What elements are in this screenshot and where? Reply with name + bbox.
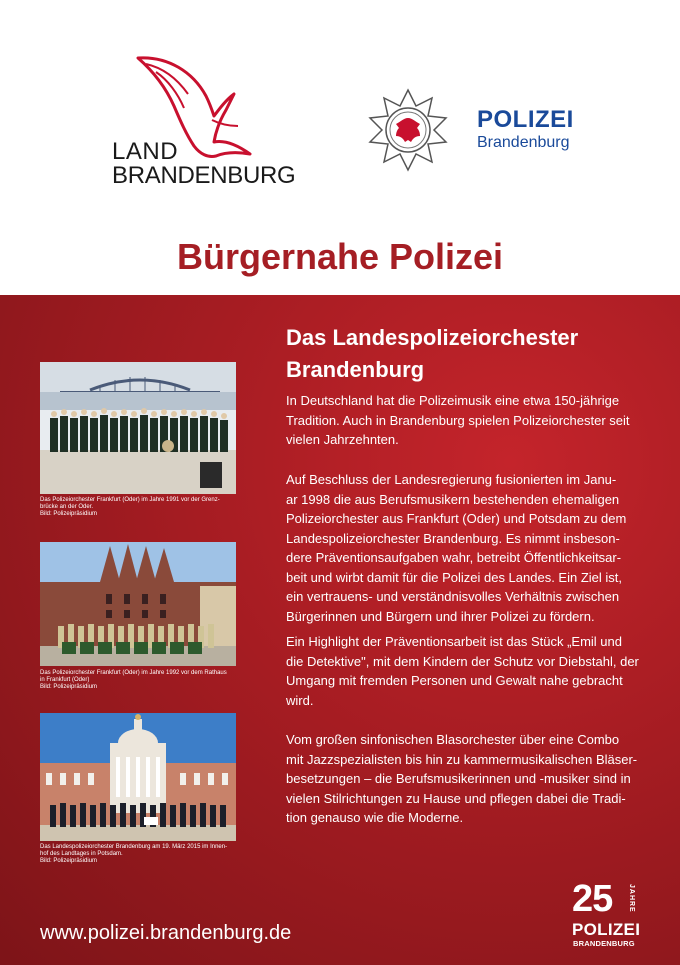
article-headline: Das Landespolizeiorchester Brandenburg [286, 325, 579, 382]
photo-orchestra-2015 [40, 713, 236, 841]
anniversary-badge [570, 880, 650, 950]
main-title: Bürgernahe Polizei [176, 236, 504, 277]
article-paragraph-4: Vom großen sinfonischen Blasorchester über eine Combo mit Jazzspezialisten bis hin zu kammermusikalischen Bläser- besetzungen – die Berufsmusikerinnen und -musiker sind in vielen Stilrichtungen zu Hause und pflegen dabei die Tradi- tion genauso wie die Moderne. [286, 732, 638, 825]
photo-orchestra-1992 [40, 542, 236, 666]
photo-caption-1992: Das Polizeiorchester Frankfurt (Oder) im Jahre 1992 vor dem Rathaus in Frankfurt (Oder) Bild: Polizeipräsidium [40, 670, 227, 690]
polizei-title: POLIZEI [477, 106, 574, 133]
badge-brandenburg: BRANDENBURG [573, 939, 635, 948]
photo-caption-2015: Das Landespolizeiorchester Brandenburg am 19. März 2015 im Innen- hof des Landtages in Potsdam. Bild: Polizeipräsidium [40, 844, 228, 864]
police-star-icon [366, 88, 450, 172]
header [0, 0, 680, 295]
article-paragraph-3: Ein Highlight der Präventionsarbeit ist das Stück „Emil und die Detektive", mit dem Kindern der Schutz vor Diebstahl, der Umgang mit fremden Personen und Gewalt nahe gebracht wird. [286, 634, 639, 708]
land-text-line1: LAND [112, 138, 179, 165]
photo-orchestra-1991 [40, 362, 236, 494]
article-paragraph-1: In Deutschland hat die Polizeimusik eine etwa 150-jährige Tradition. Auch in Brandenburg spielen Polizeiorchester seit vielen Jahrzehnten. [286, 393, 630, 447]
badge-polizei: POLIZEI [572, 920, 641, 939]
photo-caption-1991: Das Polizeiorchester Frankfurt (Oder) im Jahre 1991 vor der Grenz- brücke an der Oder. Bild: Polizeipräsidium [40, 497, 220, 517]
badge-number: 25 [572, 878, 613, 920]
article-paragraph-2: Auf Beschluss der Landesregierung fusionierten im Janu- ar 1998 die aus Berufsmusikern bestehenden ehemaligen Polizeiorchester aus Frankfurt (Oder) und Potsdam zu dem Landespolizeiorchester Brandenburg. Es nimmt insbeson- dere Präventionsaufgaben wahr, betreibt Öffentlichkeitsar- beit und wirbt damit für die Polizei des Landes. Ein Ziel ist, ein vertrauens- und verständnisvolles Verhältnis zwischen Bürgerinnen und Bürgern und ihrer Polizei zu fördern. [286, 472, 627, 624]
website-url[interactable]: www.polizei.brandenburg.de [40, 922, 292, 944]
land-text-line2: BRANDENBURG [112, 162, 296, 189]
polizei-subtitle: Brandenburg [477, 134, 570, 151]
badge-jahre: JAHRE [628, 884, 635, 913]
